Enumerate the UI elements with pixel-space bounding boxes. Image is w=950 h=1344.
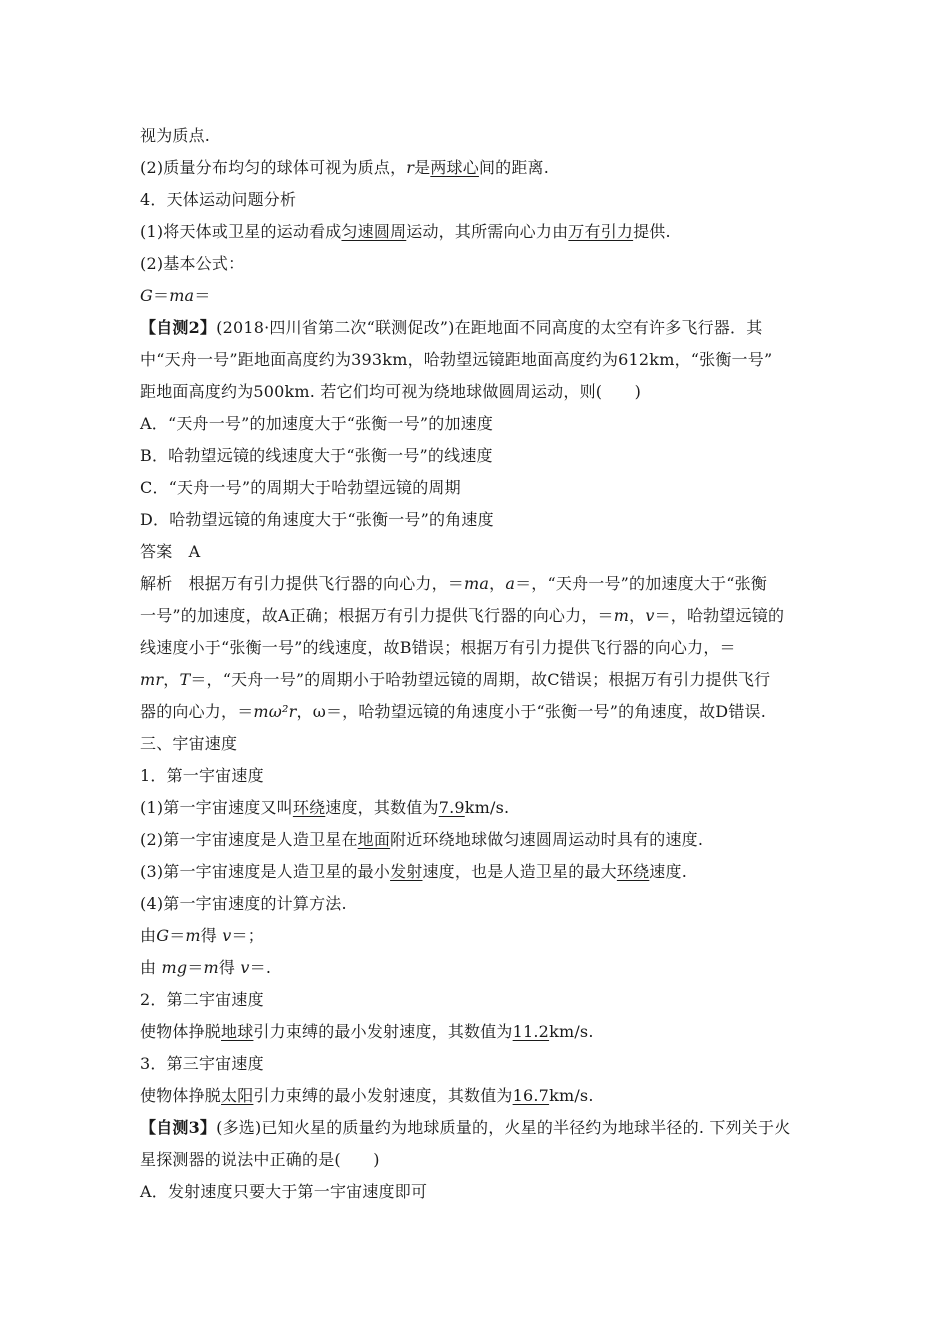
formula-line: 由 mg＝m得 v＝.: [140, 958, 272, 977]
option-c: C．“天舟一号”的周期大于哈勃望远镜的周期: [140, 478, 461, 497]
explanation-line: 线速度小于“张衡一号”的线速度，故B错误；根据万有引力提供飞行器的向心力，＝: [140, 638, 736, 657]
text-line: (2)基本公式：: [140, 254, 245, 273]
text-line: (4)第一宇宙速度的计算方法.: [140, 894, 347, 913]
explanation-line: 器的向心力，＝mω²r，ω＝，哈勃望远镜的角速度小于“张衡一号”的角速度，故D错误.: [140, 702, 767, 721]
option-a: A．“天舟一号”的加速度大于“张衡一号”的加速度: [140, 414, 494, 433]
section-title: 三、宇宙速度: [140, 734, 238, 753]
section-heading: 1．第一宇宙速度: [140, 766, 264, 785]
text-line: (1)将天体或卫星的运动看成匀速圆周运动，其所需向心力由万有引力提供.: [140, 222, 671, 241]
question-line: 中“天舟一号”距地面高度约为393km，哈勃望远镜距地面高度约为612km，“张衡一号”: [140, 350, 773, 369]
question-tag: 【自测3】: [140, 1118, 217, 1137]
explanation-line: 一号”的加速度，故A正确；根据万有引力提供飞行器的向心力，＝m，v＝，哈勃望远镜的: [140, 606, 785, 625]
text-line: 视为质点.: [140, 126, 211, 145]
text-line: (2)第一宇宙速度是人造卫星在地面附近环绕地球做匀速圆周运动时具有的速度.: [140, 830, 704, 849]
explanation-line: mr，T＝，“天舟一号”的周期小于哈勃望远镜的周期，故C错误；根据万有引力提供飞行: [140, 670, 771, 689]
question-line: 距地面高度约为500km. 若它们均可视为绕地球做圆周运动，则( ): [140, 382, 642, 401]
question-line: 【自测3】(多选)已知火星的质量约为地球质量的，火星的半径约为地球半径的. 下列关于火: [140, 1118, 791, 1137]
formula-line: G＝ma＝: [140, 286, 211, 305]
option-a: A．发射速度只要大于第一宇宙速度即可: [140, 1182, 428, 1201]
answer-line: 答案 A: [140, 542, 201, 561]
formula-line: 由G＝m得 v＝；: [140, 926, 264, 945]
question-tag: 【自测2】: [140, 318, 217, 337]
section-heading: 3．第三宇宙速度: [140, 1054, 264, 1073]
explanation-line: 解析 根据万有引力提供飞行器的向心力，＝ma，a＝，“天舟一号”的加速度大于“张衡: [140, 574, 768, 593]
text-line: 使物体挣脱太阳引力束缚的最小发射速度，其数值为16.7km/s.: [140, 1086, 594, 1105]
text-line: (2)质量分布均匀的球体可视为质点，r是两球心间的距离.: [140, 158, 550, 177]
option-d: D．哈勃望远镜的角速度大于“张衡一号”的角速度: [140, 510, 494, 529]
section-heading: 4．天体运动问题分析: [140, 190, 297, 209]
option-b: B．哈勃望远镜的线速度大于“张衡一号”的线速度: [140, 446, 493, 465]
question-line: 星探测器的说法中正确的是( ): [140, 1150, 380, 1169]
question-line: 【自测2】(2018·四川省第二次“联测促改”)在距地面不同高度的太空有许多飞行器．其: [140, 318, 763, 337]
text-line: (3)第一宇宙速度是人造卫星的最小发射速度，也是人造卫星的最大环绕速度.: [140, 862, 687, 881]
text-line: (1)第一宇宙速度又叫环绕速度，其数值为7.9km/s.: [140, 798, 510, 817]
text-line: 使物体挣脱地球引力束缚的最小发射速度，其数值为11.2km/s.: [140, 1022, 594, 1041]
section-heading: 2．第二宇宙速度: [140, 990, 264, 1009]
